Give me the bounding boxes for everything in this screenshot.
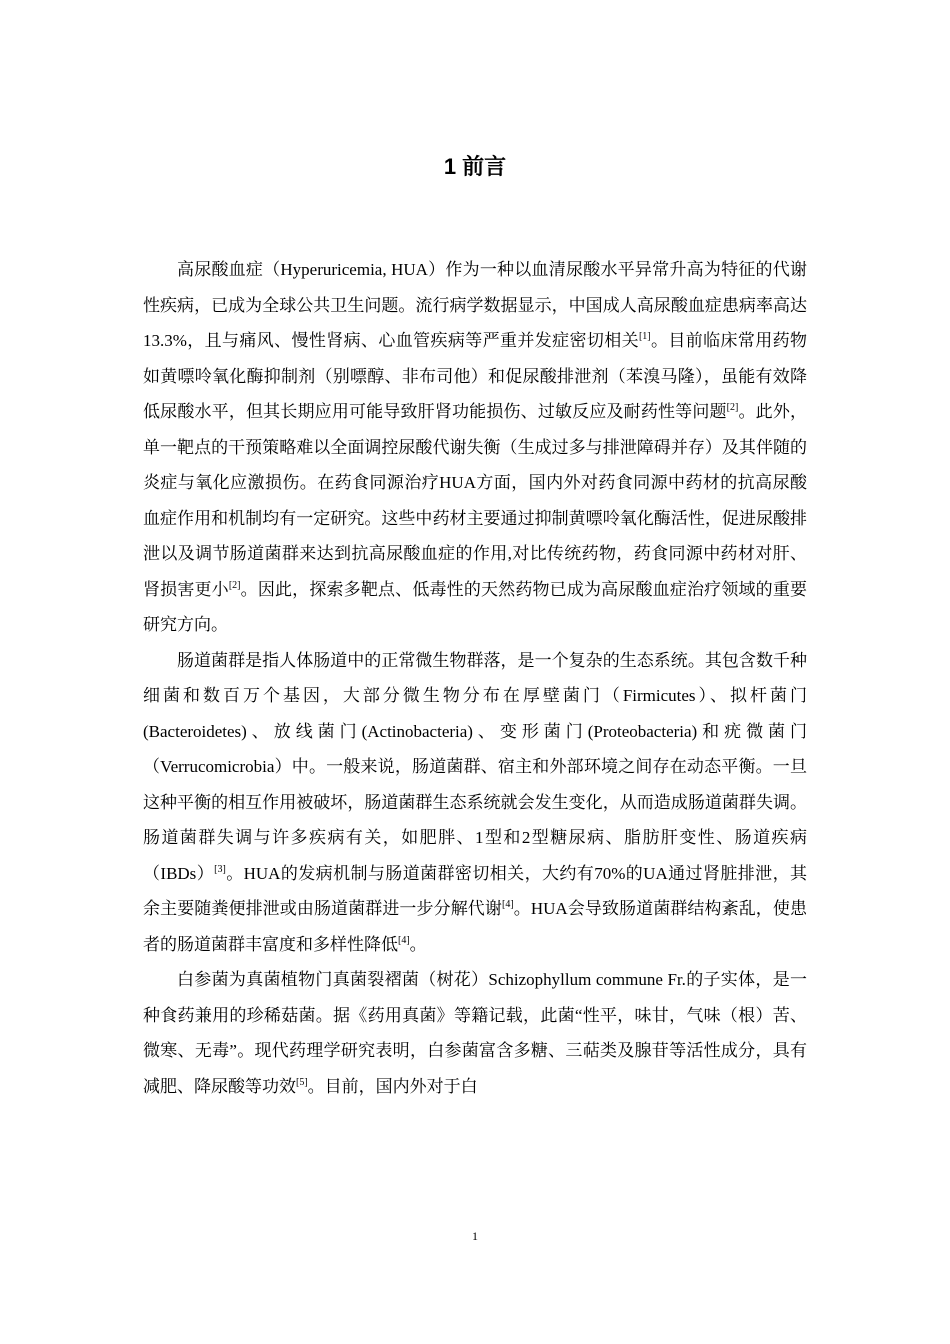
text-segment: 白参菌为真菌植物门真菌裂褶菌（树花）Schizophyllum commune Fr.的子实体，是一种食药兼用的珍稀菇菌。据《药用真菌》等籍记载，此菌“性平，味甘，气味（根）苦、微寒、无毒”。现代药理学研究表明，白参菌富含多糖、三萜类及腺苷等活性成分，具有减肥、降尿酸等功效 — [143, 970, 807, 1096]
page-title: 1 前言 — [443, 154, 507, 179]
citation-ref: [5] — [296, 1076, 308, 1088]
text-segment: 高尿酸血症（Hyperuricemia, HUA）作为一种以血清尿酸水平异常升高为特征的代谢性疾病，已成为全球公共卫生问题。流行病学数据显示，中国成人高尿酸血症患病率高达13.3%，且与痛风、慢性肾病、心血管疾病等严重并发症密切相关 — [143, 260, 807, 350]
text-segment: 。HUA会导致肠道菌群结构紊乱，使患者的肠道菌群丰富度和多样性降低 — [143, 899, 807, 954]
citation-ref: [3] — [214, 863, 226, 875]
citation-ref: [2] — [726, 402, 739, 413]
citation-ref: [4] — [398, 934, 410, 946]
paragraph-hyperuricemia-intro — [143, 252, 807, 643]
paragraph-gut-microbiota — [143, 643, 807, 963]
page-number: 1 — [472, 1229, 478, 1243]
paragraph-schizophyllum — [143, 962, 807, 1104]
text-segment: 。HUA的发病机制与肠道菌群密切相关，大约有70%的UA通过肾脏排泄，其余主要随粪便排泄或由肠道菌群进一步分解代谢 — [143, 863, 807, 918]
body-text — [143, 252, 807, 1104]
citation-ref: [4] — [501, 899, 514, 910]
text-segment: 。目前临床常用药物如黄嘌呤氧化酶抑制剂（别嘌醇、非布司他）和促尿酸排泄剂（苯溴马隆），虽能有效降低尿酸水平，但其长期应用可能导致肝肾功能损伤、过敏反应及耐药性等问题 — [143, 331, 807, 421]
text-segment: 肠道菌群是指人体肠道中的正常微生物群落，是一个复杂的生态系统。其包含数千种细菌和数百万个基因，大部分微生物分布在厚壁菌门（Firmicutes）、拟杆菌门(Bacteroidetes)、放线菌门(Actinobacteria)、变形菌门(Proteobacteria)和疣微菌门（Verrucomicrobia）中。一般来说，肠道菌群、宿主和外部环境之间存在动态平衡。一旦这种平衡的相互作用被破坏，肠道菌群生态系统就会发生变化，从而造成肠道菌群失调。肠道菌群失调与许多疾病有关，如肥胖、1型和2型糖尿病、脂肪肝变性、肠道疾病（IBDs） — [143, 650, 807, 883]
text-segment: 。此外，单一靶点的干预策略难以全面调控尿酸代谢失衡（生成过多与排泄障碍并存）及其伴随的炎症与氧化应激损伤。在药食同源治疗HUA方面，国内外对药食同源中药材的抗高尿酸血症作用和机制均有一定研究。这些中药材主要通过抑制黄嘌呤氧化酶活性，促进尿酸排泄以及调节肠道菌群来达到抗高尿酸血症的作用,对比传统药物，药食同源中药材对肝、肾损害更小 — [143, 402, 808, 599]
citation-ref: [2] — [228, 579, 241, 591]
citation-ref: [1] — [638, 331, 651, 342]
text-segment: 。 — [409, 934, 427, 954]
text-segment: 。目前，国内外对于白 — [307, 1076, 478, 1096]
text-segment: 。因此，探索多靶点、低毒性的天然药物已成为高尿酸血症治疗领域的重要研究方向。 — [143, 579, 808, 634]
